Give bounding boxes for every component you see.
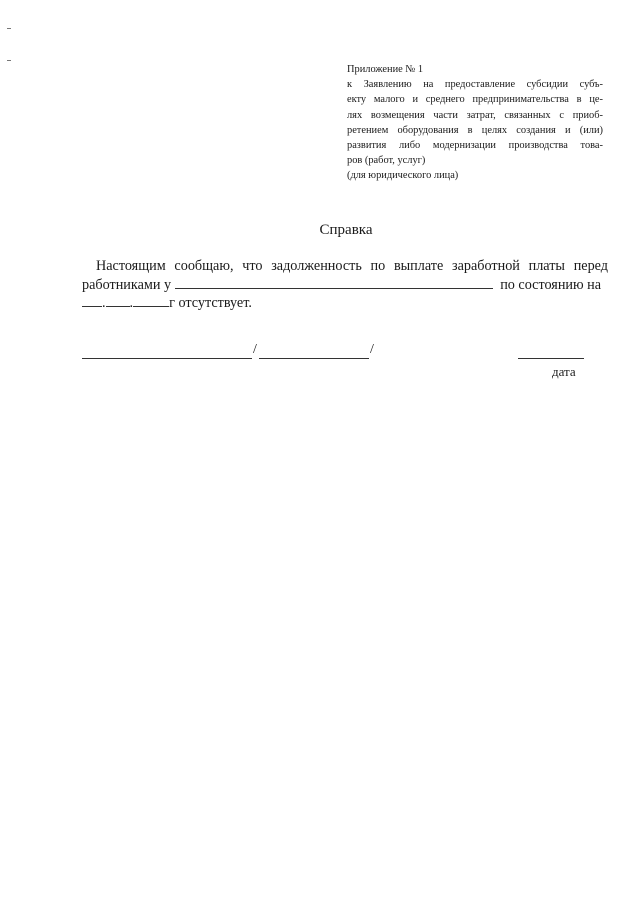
signature-slash: /: [253, 342, 257, 357]
appendix-line: к Заявлению на предоставление субсидии субъ-: [347, 79, 603, 91]
appendix-line: развития либо модернизации производства това-: [347, 140, 603, 152]
line2-suffix: по состоянию на: [500, 277, 602, 293]
month-blank[interactable]: [106, 294, 130, 307]
appendix-note: [347, 62, 603, 184]
signature-slash: /: [370, 342, 374, 357]
line3-suffix: г отсутствует.: [169, 295, 252, 311]
appendix-line: екту малого и среднего предпринимательства в це-: [347, 94, 603, 106]
appendix-line: (для юридического лица): [347, 170, 459, 182]
body-line-2: [82, 276, 610, 294]
body-line-1: Настоящим сообщаю, что задолженность по выплате заработной платы перед: [96, 258, 608, 274]
signature-blank[interactable]: [82, 344, 252, 359]
appendix-title: Приложение № 1: [347, 64, 424, 75]
appendix-line: ров (работ, услуг): [347, 155, 426, 167]
scan-speck: [7, 28, 11, 29]
body-line-3: [82, 294, 252, 312]
date-blank[interactable]: [518, 344, 584, 359]
date-separator: .: [129, 295, 134, 311]
company-name-blank[interactable]: [175, 276, 493, 289]
year-blank[interactable]: [133, 294, 169, 307]
document-title: Справка: [319, 222, 373, 238]
date-label: дата: [552, 364, 576, 379]
signature-name-blank[interactable]: [259, 344, 369, 359]
scan-speck: [7, 60, 11, 61]
line2-prefix: работниками у: [82, 277, 172, 293]
day-blank[interactable]: [82, 294, 102, 307]
date-separator: .: [102, 295, 106, 311]
appendix-line: лях возмещения части затрат, связанных с приоб-: [347, 109, 603, 121]
appendix-line: ретением оборудования в целях создания и (или): [347, 124, 603, 136]
